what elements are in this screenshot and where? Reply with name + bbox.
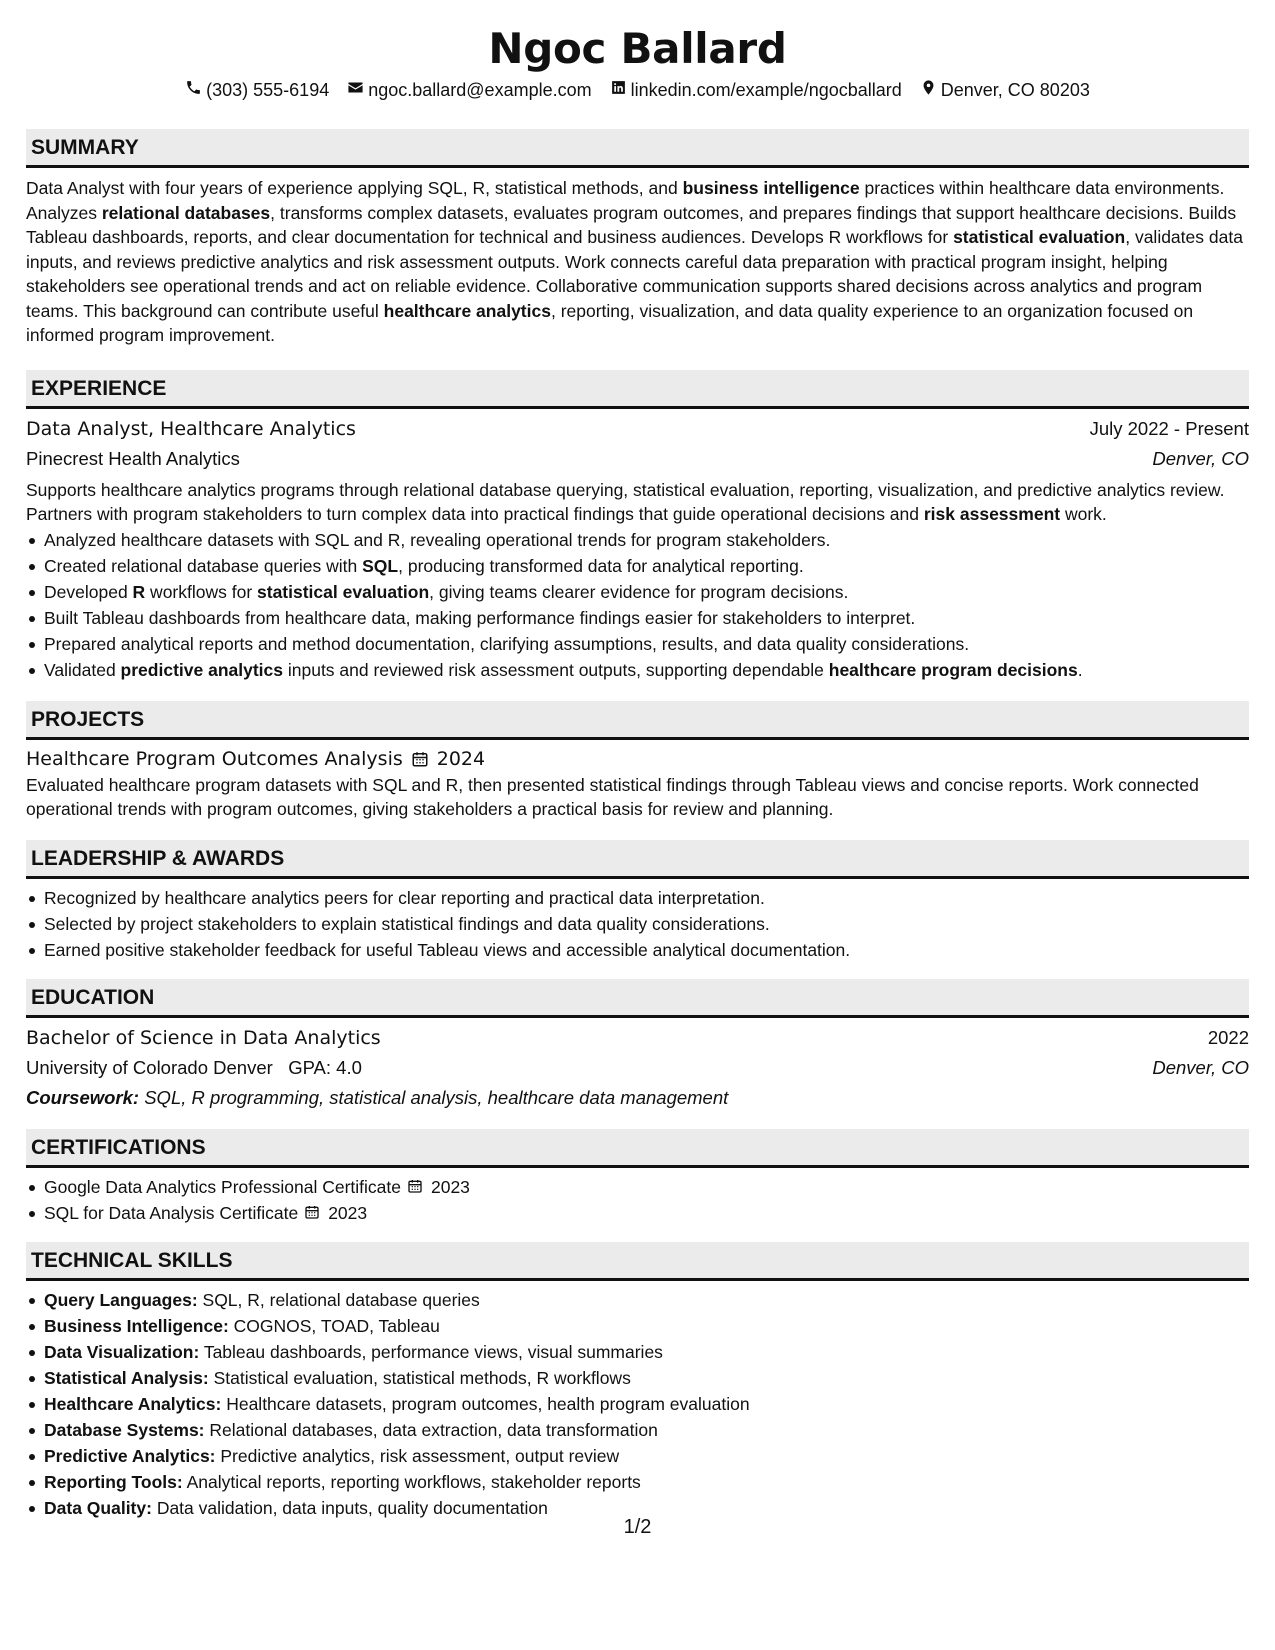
linkedin-text[interactable]: linkedin.com/example/ngocballard xyxy=(630,80,902,100)
list-item: Data Quality: Data validation, data inputs, quality documentation xyxy=(26,1495,1249,1521)
list-item: Statistical Analysis: Statistical evaluation, statistical methods, R workflows xyxy=(26,1365,1249,1391)
job-company: Pinecrest Health Analytics xyxy=(26,447,240,469)
coursework-label: Coursework: xyxy=(26,1086,140,1108)
coursework xyxy=(26,1083,1249,1113)
degree-name: Bachelor of Science in Data Analytics xyxy=(26,1026,381,1049)
experience-heading: EXPERIENCE xyxy=(26,370,1249,409)
summary-text: Data Analyst with four years of experience applying SQL, R, statistical methods, and business intelligence practices within healthcare data environments. Analyzes relational databases, transforms complex datasets, evaluates program outcomes, and prepares findings that support healthcare decisions. Builds Tableau dashboards, reports, and clear documentation for technical and business audiences. Develops R workflows for statistical evaluation, validates data inputs, and reviews predictive analytics and risk assessment outputs. Work connects careful data preparation with practical program insight, helping stakeholders see operational trends and act on reliable evidence. Collaborative communication supports shared decisions across analytics and program teams. This background can contribute useful healthcare analytics, reporting, visualization, and data quality experience to an organization focused on informed program improvement. xyxy=(26,178,1243,346)
list-item xyxy=(26,1200,1249,1226)
project-name: Healthcare Program Outcomes Analysis xyxy=(26,747,403,770)
project-description: Evaluated healthcare program datasets with SQL and R, then presented statistical findings through Tableau views and concise reports. Work connected operational trends with program outcomes, giving stakeholders a practical basis for review and planning. xyxy=(26,774,1199,820)
cert-name: Google Data Analytics Professional Certificate xyxy=(44,1176,401,1197)
school-name: University of Colorado Denver xyxy=(26,1056,273,1078)
calendar-icon xyxy=(304,1204,322,1222)
list-item: Data Visualization: Tableau dashboards, performance views, visual summaries xyxy=(26,1339,1249,1365)
contact-bar xyxy=(26,78,1249,103)
calendar-icon xyxy=(411,750,429,768)
skills-heading: TECHNICAL SKILLS xyxy=(26,1242,1249,1281)
degree-row xyxy=(26,1023,1249,1053)
list-item: Query Languages: SQL, R, relational database queries xyxy=(26,1287,1249,1313)
contact-phone xyxy=(185,78,329,103)
email-text[interactable]: ngoc.ballard@example.com xyxy=(368,80,592,100)
education-section xyxy=(26,979,1249,1113)
calendar-icon xyxy=(407,1178,425,1196)
skills-list xyxy=(26,1287,1249,1521)
list-item: Analyzed healthcare datasets with SQL and R, revealing operational trends for program stakeholders. xyxy=(26,527,1249,553)
linkedin-icon xyxy=(610,78,627,103)
degree-year: 2022 xyxy=(1207,1026,1249,1048)
contact-location xyxy=(920,78,1090,103)
list-item: Healthcare Analytics: Healthcare datasets, program outcomes, health program evaluation xyxy=(26,1391,1249,1417)
school-location: Denver, CO xyxy=(1152,1056,1249,1078)
job-dates: July 2022 - Present xyxy=(1089,417,1249,439)
list-item: Business Intelligence: COGNOS, TOAD, Tableau xyxy=(26,1313,1249,1339)
leadership-list xyxy=(26,885,1249,963)
job-header xyxy=(26,414,1249,444)
education-heading: EDUCATION xyxy=(26,979,1249,1018)
list-item: Built Tableau dashboards from healthcare data, making performance findings easier for stakeholders to interpret. xyxy=(26,605,1249,631)
list-item: Database Systems: Relational databases, data extraction, data transformation xyxy=(26,1417,1249,1443)
project-year: 2024 xyxy=(436,747,486,770)
map-pin-icon xyxy=(920,78,937,103)
school-info xyxy=(26,1053,362,1083)
school-row xyxy=(26,1053,1249,1083)
list-item: Reporting Tools: Analytical reports, reporting workflows, stakeholder reports xyxy=(26,1469,1249,1495)
contact-email[interactable] xyxy=(347,78,591,103)
list-item: Selected by project stakeholders to explain statistical findings and data quality considerations. xyxy=(26,911,1249,937)
certifications-heading: CERTIFICATIONS xyxy=(26,1129,1249,1168)
list-item: Earned positive stakeholder feedback for useful Tableau views and accessible analytical documentation. xyxy=(26,937,1249,963)
phone-icon xyxy=(185,78,202,103)
summary-section xyxy=(26,129,1249,348)
location-text: Denver, CO 80203 xyxy=(940,80,1090,100)
list-item: Developed R workflows for statistical evaluation, giving teams clearer evidence for program decisions. xyxy=(26,579,1249,605)
cert-year: 2023 xyxy=(328,1202,368,1223)
list-item: Predictive Analytics: Predictive analytics, risk assessment, output review xyxy=(26,1443,1249,1469)
contact-linkedin[interactable] xyxy=(610,78,902,103)
list-item xyxy=(26,1174,1249,1200)
coursework-list: SQL, R programming, statistical analysis, healthcare data management xyxy=(139,1086,729,1108)
certifications-list xyxy=(26,1174,1249,1226)
envelope-icon xyxy=(347,78,364,103)
experience-section xyxy=(26,370,1249,683)
phone-text: (303) 555-6194 xyxy=(206,80,330,100)
job-description: Supports healthcare analytics programs through relational database querying, statistical evaluation, reporting, visualization, and predictive analytics review. Partners with program stakeholders to turn complex data into practical findings that guide operational decisions and risk assessment work. xyxy=(26,479,1225,525)
job-location: Denver, CO xyxy=(1152,447,1249,469)
page-number: 1/2 xyxy=(623,1516,652,1538)
list-item: Created relational database queries with SQL, producing transformed data for analytical reporting. xyxy=(26,553,1249,579)
leadership-section xyxy=(26,840,1249,963)
list-item: Prepared analytical reports and method documentation, clarifying assumptions, results, and data quality considerations. xyxy=(26,631,1249,657)
leadership-heading: LEADERSHIP & AWARDS xyxy=(26,840,1249,879)
job-org-row xyxy=(26,444,1249,474)
job-bullets xyxy=(26,527,1249,683)
cert-name: SQL for Data Analysis Certificate xyxy=(44,1202,299,1223)
job-title: Data Analyst, Healthcare Analytics xyxy=(26,417,356,440)
cert-year: 2023 xyxy=(430,1176,470,1197)
gpa: GPA: 4.0 xyxy=(288,1056,362,1078)
certifications-section xyxy=(26,1129,1249,1226)
projects-heading: PROJECTS xyxy=(26,701,1249,740)
list-item: Validated predictive analytics inputs and reviewed risk assessment outputs, supporting dependable healthcare program decisions. xyxy=(26,657,1249,683)
summary-heading: SUMMARY xyxy=(26,129,1249,168)
projects-section xyxy=(26,701,1249,822)
list-item: Recognized by healthcare analytics peers for clear reporting and practical data interpretation. xyxy=(26,885,1249,911)
candidate-name: Ngoc Ballard xyxy=(488,24,787,73)
project-title-row xyxy=(26,745,1249,773)
skills-section xyxy=(26,1242,1249,1521)
